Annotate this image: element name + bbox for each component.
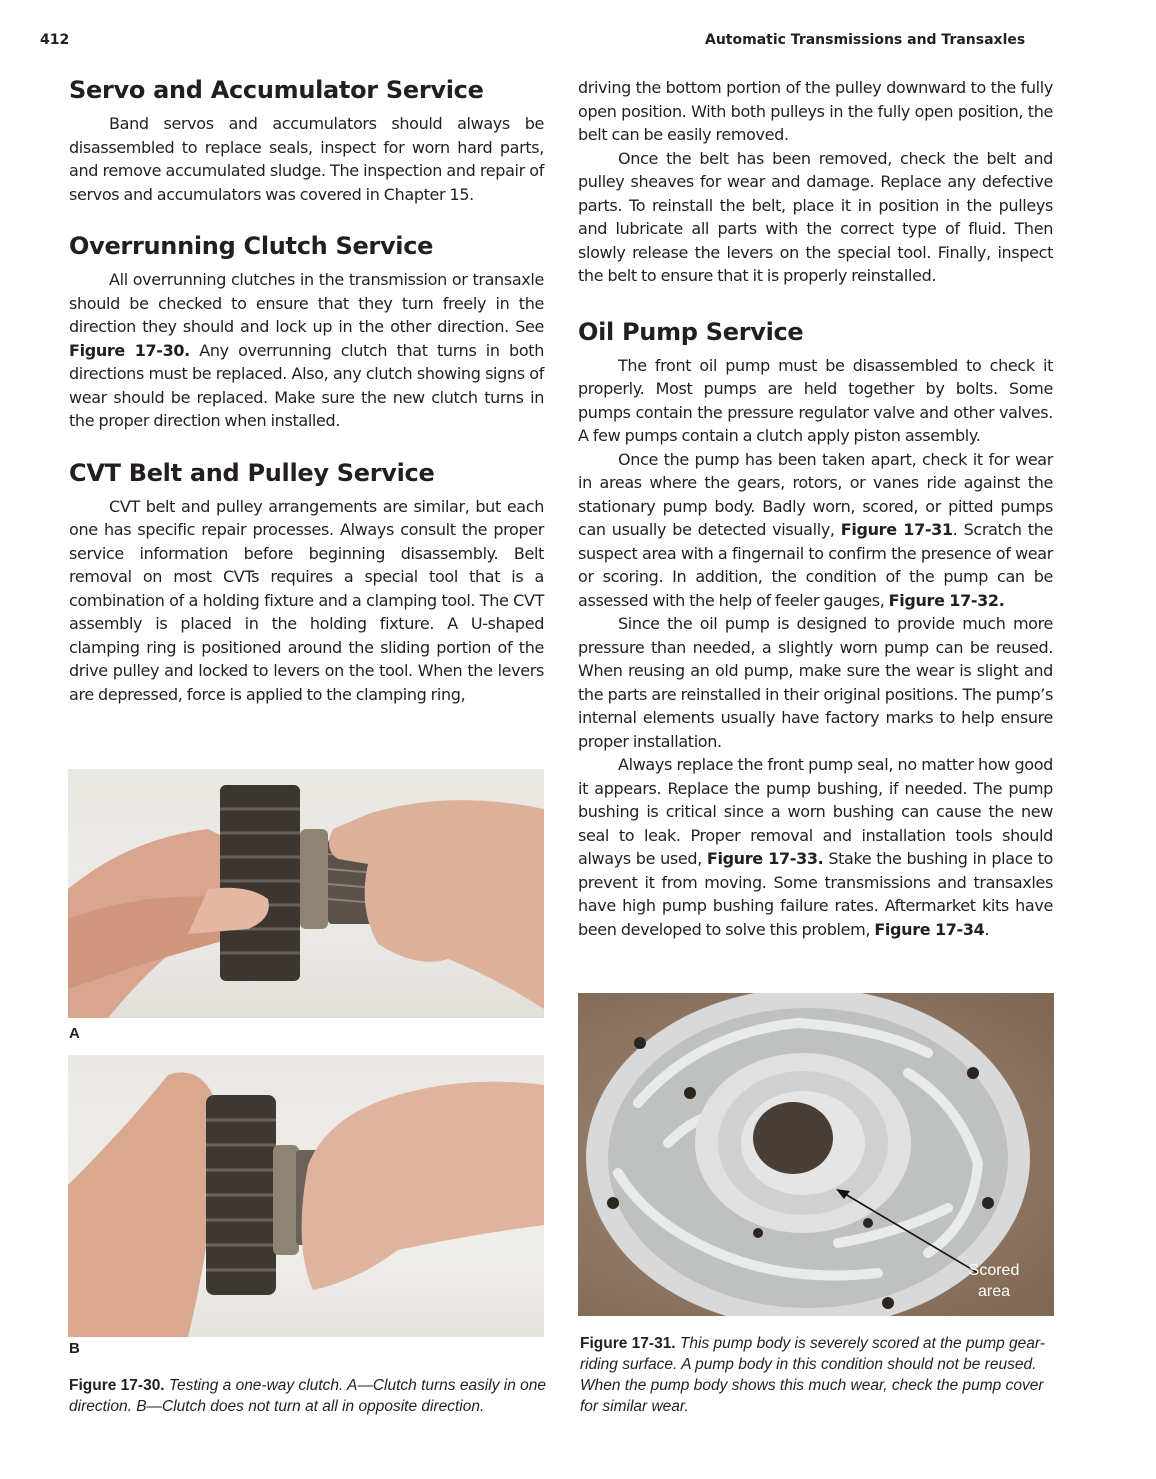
heading-oil-pump: Oil Pump Service: [578, 317, 804, 346]
clutch-locked-illustration: [68, 1055, 544, 1337]
figure-ref-17-32[interactable]: Figure 17-32.: [888, 590, 1005, 610]
heading-overrunning-clutch: Overrunning Clutch Service: [69, 232, 434, 260]
section-overrunning-clutch: [69, 230, 544, 433]
figure-17-30-photo-a: [68, 769, 544, 1018]
paragraph: Band servos and accumulators should always be disassembled to replace seals, inspect for worn hard parts, and remove accumulated sludge. The inspection and repair of servos and accumulators was covered in Chapter 15.: [69, 114, 544, 204]
right-column: [578, 76, 1053, 941]
figure-ref-17-33[interactable]: Figure 17-33.: [706, 849, 824, 868]
paragraph: Since the oil pump is designed to provide much more pressure than needed, a slightly worn pump can be reused. When reusing an old pump, make sure the wear is slight and the parts are reinstalled in their original positions. The pump’s internal elements usually have factory marks to help ensure proper installation.: [578, 614, 1053, 751]
figure-17-30-label-a: A: [69, 1025, 80, 1042]
paragraph: CVT belt and pulley arrangements are similar, but each one has specific repair processes. Always consult the proper service information before beginning disassembly. Belt removal on most CVTs requires a special tool that is a combination of a holding fixture and a clamping tool. The CVT assembly is placed in the holding fixture. A U-shaped clamping ring is positioned around the sliding portion of the drive pulley and locked to levers on the tool. When the levers are depressed, force is applied to the clamping ring,: [69, 496, 544, 704]
left-column: [69, 74, 544, 732]
paragraph: Always replace the front pump seal, no matter how good it appears. Replace the pump bushing, if needed. The pump bushing is critical since a worn bushing can cause the new seal to leak. Proper removal and installation tools should always be used, Figure 17-33. Stake the bushing in place to prevent it from moving. Some transmissions and transaxles have high pump bushing failure rates. Aftermarket kits have been developed to solve this problem, Figure 17-34.: [578, 755, 1053, 939]
caption-text: Testing a one-way clutch. A—Clutch turns easily in one direction. B—Clutch does not turn at all in opposite direction.: [69, 1377, 547, 1415]
caption-figure-number: Figure 17-30.: [69, 1377, 165, 1394]
section-servo: [69, 74, 544, 206]
running-title: Automatic Transmissions and Transaxles: [705, 32, 1026, 48]
figure-17-30-caption: [69, 1375, 547, 1417]
clutch-turning-illustration: [68, 769, 544, 1018]
figure-ref-17-31[interactable]: Figure 17-31: [840, 520, 953, 539]
paragraph: The front oil pump must be disassembled to check it properly. Most pumps are held together by bolts. Some pumps contain the pressure regulator valve and other valves. A few pumps contain a clutch apply piston assembly.: [578, 355, 1053, 445]
scored-area-callout: Scored area: [968, 1262, 1020, 1300]
figure-ref-17-30[interactable]: Figure 17-30.: [69, 340, 190, 360]
figure-ref-17-34[interactable]: Figure 17-34: [874, 919, 985, 939]
heading-servo: Servo and Accumulator Service: [69, 76, 484, 104]
paragraph: Once the belt has been removed, check the belt and pulley sheaves for wear and damage. Replace any defective parts. To reinstall the belt, place it in position in the pulleys and lubricate all parts with the correct type of fluid. Then slowly release the levers on the special tool. Finally, inspect the belt to ensure that it is properly reinstalled.: [578, 148, 1053, 285]
caption-text: This pump body is severely scored at the pump gear-riding surface. A pump body in this condition should not be reused. When the pump body shows this much wear, check the pump cover for similar wear.: [580, 1335, 1045, 1415]
figure-17-30-label-b: B: [69, 1340, 80, 1357]
paragraph: All overrunning clutches in the transmission or transaxle should be checked to ensure that they turn freely in the direction they should and lock up in the other direction. See Figure 17-30. Any overrunning clutch that turns in both directions must be replaced. Also, any clutch showing signs of wear should be replaced. Make sure the new clutch turns in the proper direction when installed.: [69, 270, 544, 430]
page-number: 412: [40, 32, 70, 48]
section-cvt: [69, 457, 544, 707]
figure-17-31-caption: [580, 1333, 1056, 1417]
caption-figure-number: Figure 17-31.: [580, 1335, 676, 1352]
paragraph: driving the bottom portion of the pulley downward to the fully open position. With both pulleys in the fully open position, the belt can be easily removed.: [578, 78, 1053, 144]
figure-17-30-photo-b: [68, 1055, 544, 1337]
heading-cvt: CVT Belt and Pulley Service: [69, 458, 435, 487]
paragraph: Once the pump has been taken apart, check it for wear in areas where the gears, rotors, or vanes ride against the stationary pump body. Badly worn, scored, or pitted pumps can usually be detected visually, Figure 17-31. Scratch the suspect area with a fingernail to confirm the presence of wear or scoring. In addition, the condition of the pump can be assessed with the help of feeler gauges, Figure 17-32.: [578, 449, 1054, 610]
